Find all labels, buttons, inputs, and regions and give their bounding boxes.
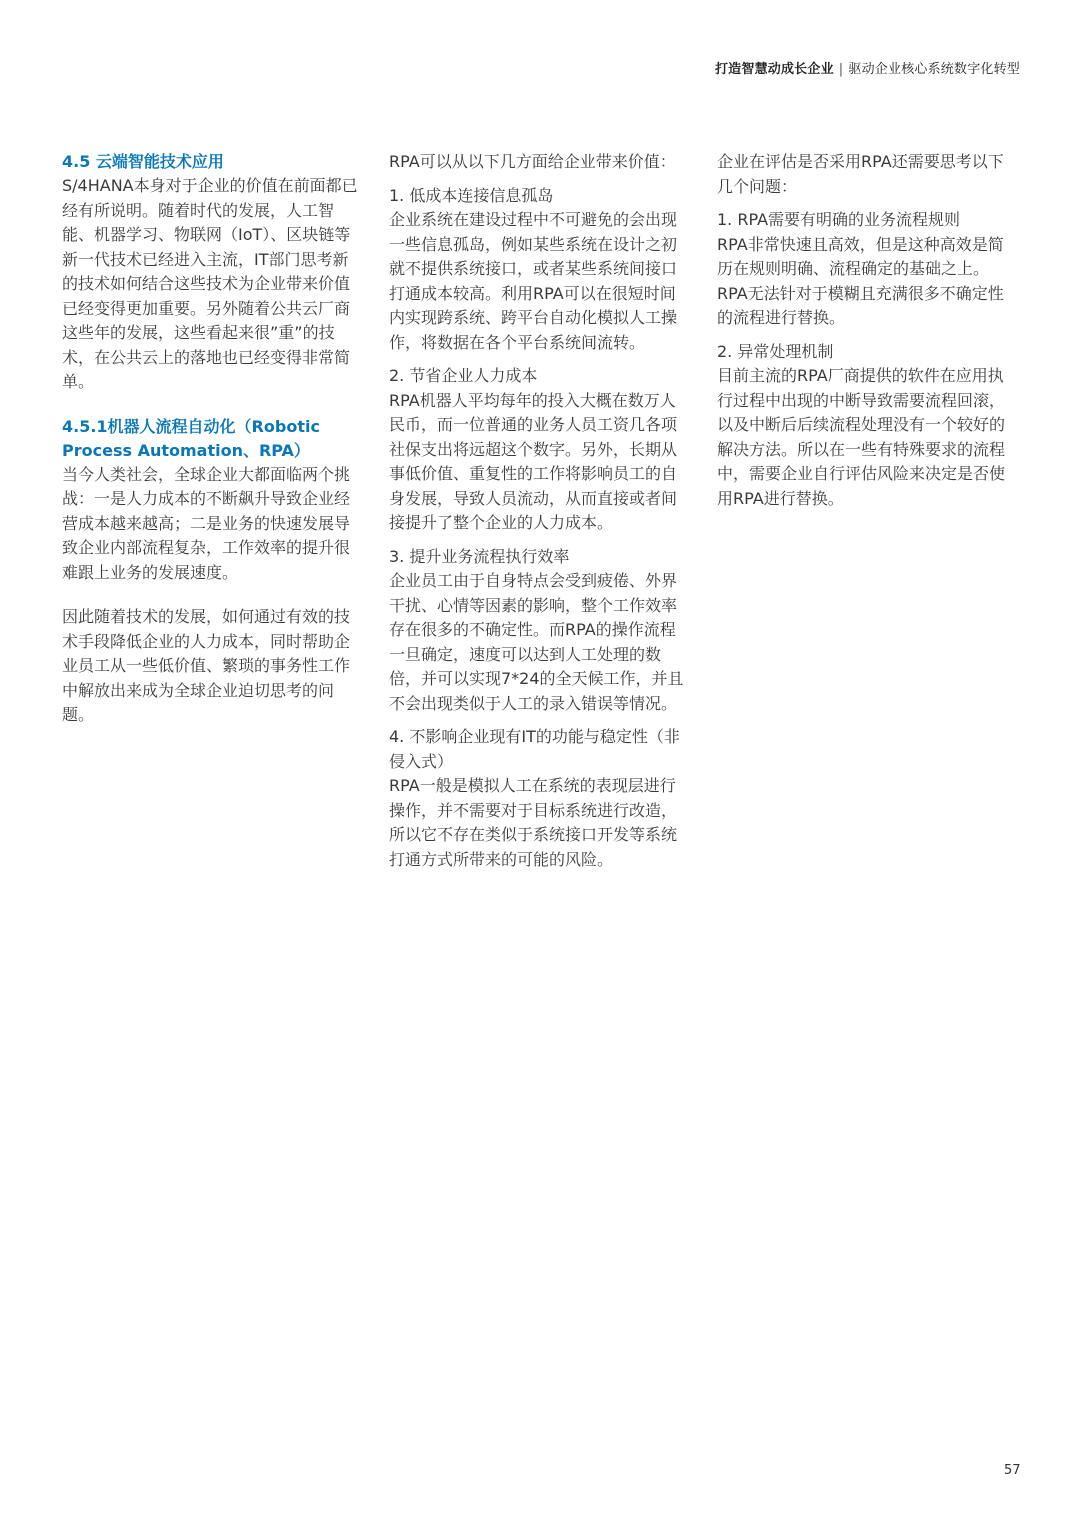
rpa-value-intro: RPA可以从以下几方面给企业带来价值： (389, 152, 676, 171)
list-item-title: 3. 提升业务流程执行效率 (389, 546, 570, 566)
section-heading-4-5-1: 4.5.1机器人流程自动化（Robotic Process Automation、RPA） (62, 416, 320, 460)
list-item (717, 208, 1017, 331)
list-item (389, 184, 689, 356)
list-item-title: 4. 不影响企业现有IT的功能与稳定性（非侵入式） (389, 727, 680, 771)
page-number: 57 (1004, 1463, 1021, 1478)
paragraph-challenges: 当今人类社会，全球企业大都面临两个挑战：一是人力成本的不断飙升导致企业经营成本越来越高；二是业务的快速发展导致企业内部流程复杂，工作效率的提升很难跟上业务的发展速度。 (62, 464, 351, 582)
column-left (62, 150, 358, 728)
list-item-body: 目前主流的RPA厂商提供的软件在应用执行过程中出现的中断导致需要流程回滚，以及中断后后续流程处理没有一个较好的解决方法。所以在一些有特殊要求的流程中，需要企业自行评估风险来决定是否使用RPA进行替换。 (717, 366, 1006, 508)
rpa-evaluation-intro: 企业在评估是否采用RPA还需要思考以下几个问题： (717, 152, 1004, 196)
list-item-body: RPA机器人平均每年的投入大概在数万人民币，而一位普通的业务人员工资几各项社保支出将远超这个数字。另外，长期从事低价值、重复性的工作将影响员工的自身发展，导致人员流动，从而直接或者间接提升了整个企业的人力成本。 (389, 390, 678, 532)
list-item (389, 725, 689, 872)
header-title: 打造智慧动成长企业 (714, 62, 834, 77)
column-right (717, 150, 1017, 511)
list-item (389, 545, 689, 717)
list-item-body: RPA非常快速且高效，但是这种高效是简历在规则明确、流程确定的基础之上。RPA无法针对于模糊且充满很多不确定性的流程进行替换。 (717, 234, 1004, 327)
running-header (715, 58, 1020, 77)
list-item-title: 1. 低成本连接信息孤岛 (389, 185, 554, 205)
list-item (717, 340, 1017, 512)
section-heading-4-5: 4.5 云端智能技术应用 (62, 152, 224, 171)
paragraph-conclusion: 因此随着技术的发展，如何通过有效的技术手段降低企业的人力成本，同时帮助企业员工从一些低价值、繁琐的事务性工作中解放出来成为全球企业迫切思考的问题。 (62, 607, 351, 724)
list-item-body: RPA一般是模拟人工在系统的表现层进行操作，并不需要对于目标系统进行改造，所以它不存在类似于系统接口开发等系统打通方式所带来的可能的风险。 (389, 776, 678, 869)
list-item-body: 企业员工由于自身特点会受到疲倦、外界干扰、心情等因素的影响，整个工作效率存在很多的不确定性。而RPA的操作流程一旦确定，速度可以达到人工处理的数倍，并可以实现7*24的全天候工作，并且不会出现类似于人工的录入错误等情况。 (389, 571, 684, 713)
list-item-title: 2. 节省企业人力成本 (389, 366, 538, 385)
column-middle (389, 150, 689, 872)
header-separator: | (838, 62, 844, 77)
paragraph-cloud-intro: S/4HANA本身对于企业的价值在前面都已经有所说明。随着时代的发展，人工智能、机器学习、物联网（IoT）、区块链等新一代技术已经进入主流，IT部门思考新的技术如何结合这些技术为企业带来价值已经变得更加重要。另外随着公共云厂商这些年的发展，这些看起来很”重”的技术，在公共云上的落地也已经变得非常简单。 (62, 176, 358, 391)
list-item-title: 2. 异常处理机制 (717, 341, 834, 361)
header-subtitle: 驱动企业核心系统数字化转型 (848, 62, 1020, 77)
list-item (389, 364, 689, 536)
list-item-body: 企业系统在建设过程中不可避免的会出现一些信息孤岛，例如某些系统在设计之初就不提供系统接口，或者某些系统间接口打通成本较高。利用RPA可以在很短时间内实现跨系统、跨平台自动化模拟人工操作，将数据在各个平台系统间流转。 (389, 210, 678, 352)
list-item-title: 1. RPA需要有明确的业务流程规则 (717, 210, 961, 229)
